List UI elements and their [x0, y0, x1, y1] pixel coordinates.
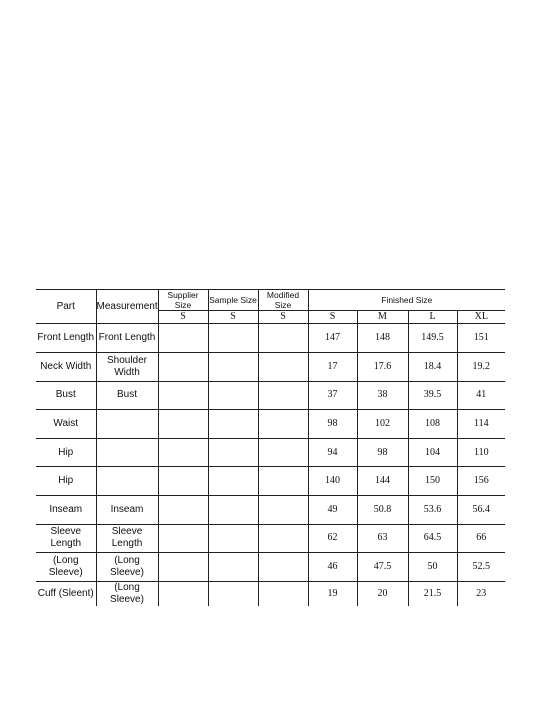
supplier-size-cell: [158, 524, 208, 553]
sample-size-cell: [208, 381, 258, 410]
finished-size-value: 18.4: [408, 352, 457, 381]
sample-size-cell: [208, 410, 258, 439]
measurement-cell: [96, 467, 158, 496]
header-row: [36, 290, 505, 311]
part-cell: Hip: [36, 438, 96, 467]
table-row: [36, 524, 505, 553]
sample-size-cell: [208, 352, 258, 381]
modified-size-cell: [258, 553, 308, 582]
finished-size-value: 39.5: [408, 381, 457, 410]
table-row: [36, 553, 505, 582]
supplier-size-cell: [158, 438, 208, 467]
header-modified-size: Modified Size: [258, 290, 308, 311]
finished-size-value: 17.6: [357, 352, 408, 381]
finished-size-value: 23: [457, 581, 505, 606]
table-row: [36, 410, 505, 439]
finished-size-value: 41: [457, 381, 505, 410]
modified-size-cell: [258, 581, 308, 606]
finished-size-value: 20: [357, 581, 408, 606]
supplier-size-cell: [158, 581, 208, 606]
finished-size-value: 38: [357, 381, 408, 410]
finished-size-value: 66: [457, 524, 505, 553]
measurement-cell: Sleeve Length: [96, 524, 158, 553]
supplier-size-cell: [158, 467, 208, 496]
finished-size-value: 62: [308, 524, 357, 553]
supplier-size-cell: [158, 495, 208, 524]
table-row: [36, 352, 505, 381]
sample-size-cell: [208, 524, 258, 553]
part-cell: Sleeve Length: [36, 524, 96, 553]
measurement-cell: (Long Sleeve): [96, 581, 158, 606]
part-cell: Inseam: [36, 495, 96, 524]
measurement-cell: Shoulder Width: [96, 352, 158, 381]
finished-size-value: 64.5: [408, 524, 457, 553]
size-chart: [36, 289, 505, 606]
finished-size-value: 151: [457, 324, 505, 353]
finished-size-value: 94: [308, 438, 357, 467]
subheader-cell: L: [408, 311, 457, 324]
finished-size-value: 149.5: [408, 324, 457, 353]
header-part: Part: [36, 290, 96, 324]
size-table: [36, 289, 505, 606]
sample-size-cell: [208, 495, 258, 524]
table-row: [36, 495, 505, 524]
finished-size-value: 47.5: [357, 553, 408, 582]
modified-size-cell: [258, 410, 308, 439]
table-row: [36, 381, 505, 410]
finished-size-value: 104: [408, 438, 457, 467]
modified-size-cell: [258, 352, 308, 381]
subheader-cell: S: [158, 311, 208, 324]
finished-size-value: 49: [308, 495, 357, 524]
part-cell: (Long Sleeve): [36, 553, 96, 582]
finished-size-value: 53.6: [408, 495, 457, 524]
finished-size-value: 144: [357, 467, 408, 496]
measurement-cell: Front Length: [96, 324, 158, 353]
header-finished-size: Finished Size: [308, 290, 505, 311]
part-cell: Hip: [36, 467, 96, 496]
supplier-size-cell: [158, 553, 208, 582]
table-row: [36, 438, 505, 467]
finished-size-value: 56.4: [457, 495, 505, 524]
measurement-cell: Inseam: [96, 495, 158, 524]
header-measurement: Measurement: [96, 290, 158, 324]
finished-size-value: 50.8: [357, 495, 408, 524]
measurement-cell: (Long Sleeve): [96, 553, 158, 582]
finished-size-value: 52.5: [457, 553, 505, 582]
sample-size-cell: [208, 553, 258, 582]
finished-size-value: 98: [308, 410, 357, 439]
supplier-size-cell: [158, 352, 208, 381]
table-row: [36, 581, 505, 606]
finished-size-value: 50: [408, 553, 457, 582]
finished-size-value: 19: [308, 581, 357, 606]
supplier-size-cell: [158, 381, 208, 410]
finished-size-value: 17: [308, 352, 357, 381]
finished-size-value: 19.2: [457, 352, 505, 381]
modified-size-cell: [258, 524, 308, 553]
measurement-cell: [96, 438, 158, 467]
finished-size-value: 21.5: [408, 581, 457, 606]
measurement-cell: Bust: [96, 381, 158, 410]
finished-size-value: 156: [457, 467, 505, 496]
sample-size-cell: [208, 324, 258, 353]
subheader-cell: S: [258, 311, 308, 324]
supplier-size-cell: [158, 324, 208, 353]
finished-size-value: 108: [408, 410, 457, 439]
finished-size-value: 98: [357, 438, 408, 467]
part-cell: Bust: [36, 381, 96, 410]
subheader-cell: S: [208, 311, 258, 324]
finished-size-value: 140: [308, 467, 357, 496]
modified-size-cell: [258, 381, 308, 410]
finished-size-value: 114: [457, 410, 505, 439]
finished-size-value: 110: [457, 438, 505, 467]
finished-size-value: 147: [308, 324, 357, 353]
modified-size-cell: [258, 438, 308, 467]
header-supplier-size: Supplier Size: [158, 290, 208, 311]
finished-size-value: 148: [357, 324, 408, 353]
finished-size-value: 37: [308, 381, 357, 410]
supplier-size-cell: [158, 410, 208, 439]
part-cell: Waist: [36, 410, 96, 439]
finished-size-value: 63: [357, 524, 408, 553]
subheader-cell: M: [357, 311, 408, 324]
modified-size-cell: [258, 495, 308, 524]
table-row: [36, 324, 505, 353]
finished-size-value: 102: [357, 410, 408, 439]
sample-size-cell: [208, 467, 258, 496]
part-cell: Neck Width: [36, 352, 96, 381]
part-cell: Cuff (Sleent): [37, 587, 94, 599]
modified-size-cell: [258, 467, 308, 496]
header-sample-size: Sample Size: [208, 290, 258, 311]
table-row: [36, 467, 505, 496]
subheader-cell: XL: [457, 311, 505, 324]
finished-size-value: 46: [308, 553, 357, 582]
part-cell: Front Length: [36, 324, 96, 353]
sample-size-cell: [208, 581, 258, 606]
sample-size-cell: [208, 438, 258, 467]
modified-size-cell: [258, 324, 308, 353]
measurement-cell: [96, 410, 158, 439]
finished-size-value: 150: [408, 467, 457, 496]
subheader-cell: S: [308, 311, 357, 324]
